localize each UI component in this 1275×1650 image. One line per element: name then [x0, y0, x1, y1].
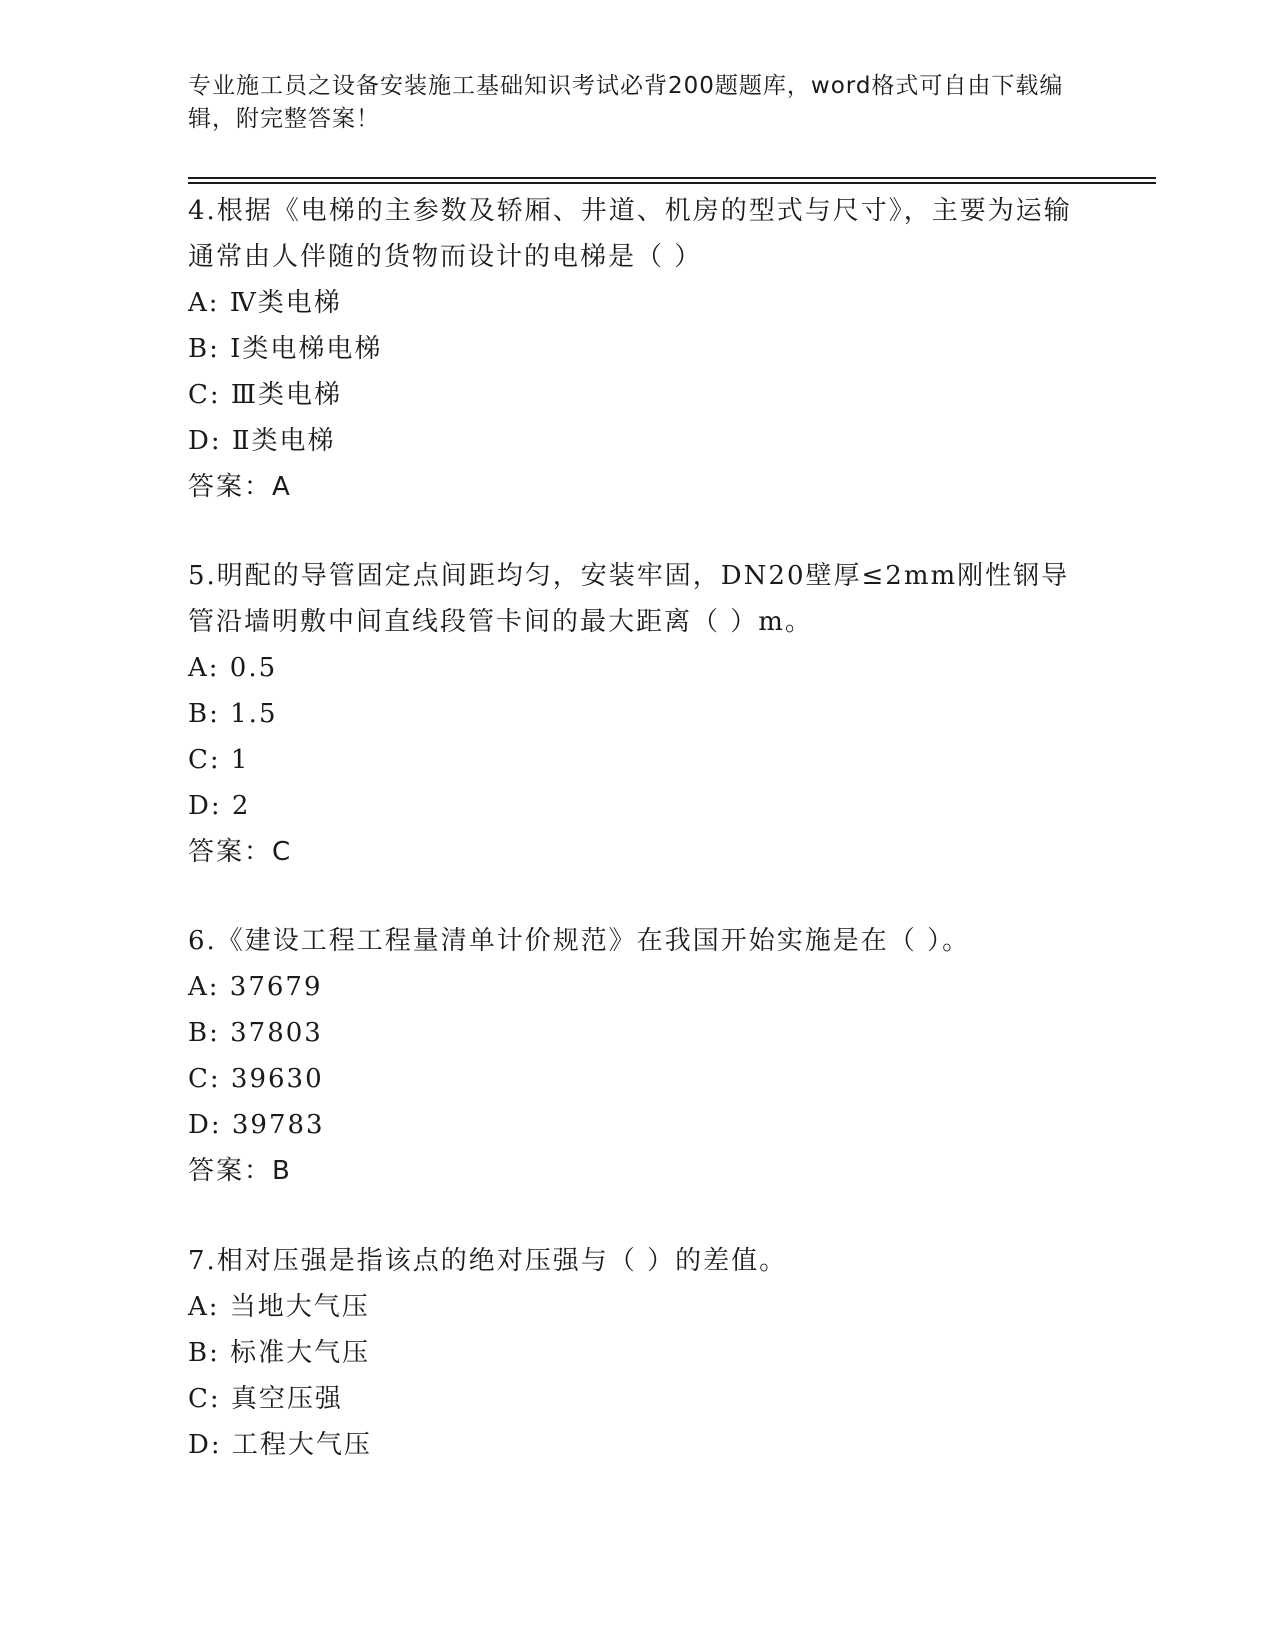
- option-b: B: 1.5: [188, 699, 278, 729]
- answer: 答案：B: [188, 1156, 292, 1186]
- answer: 答案：A: [188, 472, 292, 502]
- answer: 答案：C: [188, 837, 293, 867]
- question-stem: 7.相对压强是指该点的绝对压强与（ ）的差值。: [188, 1246, 788, 1276]
- header-divider-bottom: [188, 182, 1156, 184]
- question-4: [188, 188, 1088, 510]
- question-7: [188, 1238, 1088, 1468]
- question-6: [188, 918, 1088, 1194]
- option-c: C: Ⅲ类电梯: [188, 380, 342, 410]
- question-stem: 4.根据《电梯的主参数及轿厢、井道、机房的型式与尺寸》，主要为运输通常由人伴随的货物而设计的电梯是（ ）: [188, 196, 1072, 272]
- option-b: B: Ⅰ类电梯电梯: [188, 334, 383, 364]
- question-stem: 6.《建设工程工程量清单计价规范》在我国开始实施是在（ ）。: [188, 926, 971, 956]
- option-c: C: 39630: [188, 1064, 324, 1094]
- question-5: [188, 553, 1088, 875]
- option-c: C: 1: [188, 745, 250, 775]
- option-d: D: 工程大气压: [188, 1430, 372, 1460]
- option-a: A: 0.5: [188, 653, 278, 683]
- option-d: D: Ⅱ类电梯: [188, 426, 336, 456]
- option-d: D: 2: [188, 791, 251, 821]
- document-header: 专业施工员之设备安装施工基础知识考试必背200题题库，word格式可自由下载编辑，附完整答案！: [188, 73, 1064, 132]
- option-d: D: 39783: [188, 1110, 325, 1140]
- option-b: B: 标准大气压: [188, 1338, 371, 1368]
- option-c: C: 真空压强: [188, 1384, 343, 1414]
- option-a: A: 当地大气压: [188, 1292, 370, 1322]
- option-b: B: 37803: [188, 1018, 323, 1048]
- option-a: A: 37679: [188, 972, 323, 1002]
- question-stem: 5.明配的导管固定点间距均匀，安装牢固，DN20壁厚≤2mm刚性钢导管沿墙明敷中间直线段管卡间的最大距离（ ）m。: [188, 561, 1070, 637]
- header-divider-top: [188, 177, 1156, 179]
- option-a: A: Ⅳ类电梯: [188, 288, 342, 318]
